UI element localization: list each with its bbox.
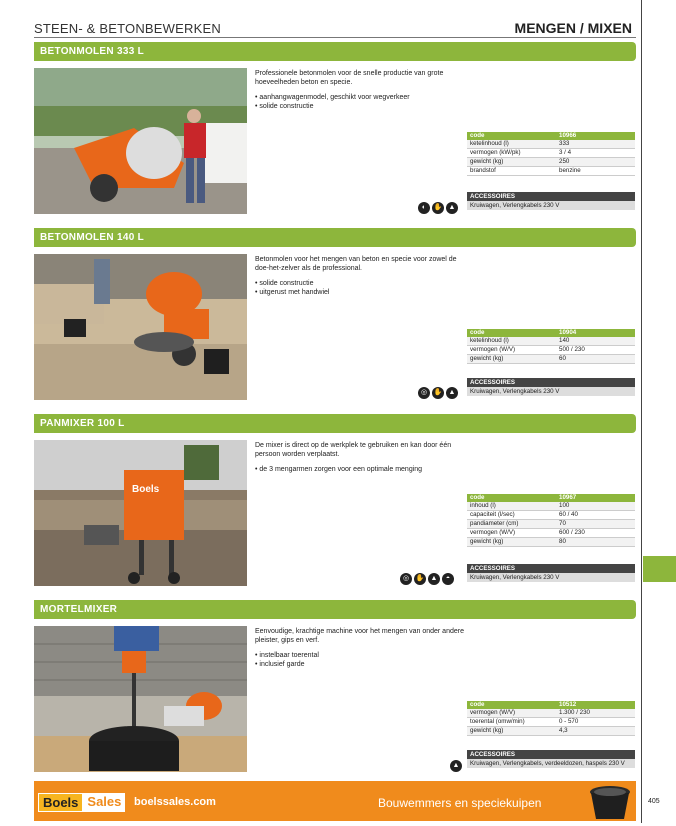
accessories-box bbox=[467, 378, 635, 396]
safety-shoe-icon: ▲ bbox=[446, 202, 458, 214]
spec-row bbox=[467, 167, 635, 176]
product-photo bbox=[34, 68, 247, 214]
spec-key: capaciteit (l/sec) bbox=[470, 511, 515, 518]
product-title-bar: MORTELMIXER bbox=[34, 600, 636, 619]
spec-value: 60 bbox=[559, 355, 566, 362]
spec-key: pandiameter (cm) bbox=[470, 520, 519, 527]
spec-header-row bbox=[467, 494, 635, 502]
product-title-bar: BETONMOLEN 140 L bbox=[34, 228, 636, 247]
spec-key: code bbox=[470, 329, 485, 336]
section-title: STEEN- & BETONBEWERKEN bbox=[34, 21, 221, 36]
spec-value: 3 / 4 bbox=[559, 149, 572, 156]
safety-icons bbox=[418, 202, 458, 214]
spec-header-row bbox=[467, 329, 635, 337]
page-edge-line bbox=[641, 0, 642, 823]
spec-key: toerental (omw/min) bbox=[470, 718, 525, 725]
spec-key: code bbox=[470, 132, 485, 139]
feature-item: • de 3 mengarmen zorgen voor een optimale menging bbox=[255, 465, 465, 474]
spec-value: 100 bbox=[559, 502, 570, 509]
spec-key: brandstof bbox=[470, 167, 496, 174]
spec-row bbox=[467, 502, 635, 511]
description-text: Betonmolen voor het mengen van beton en specie voor zowel de doe-het-zelver als de professional. bbox=[255, 256, 457, 272]
spec-key: vermogen (W/V) bbox=[470, 529, 516, 536]
description-text: Eenvoudige, krachtige machine voor het mengen van onder andere pleister, gips en verf. bbox=[255, 628, 464, 644]
svg-text:Boels: Boels bbox=[132, 484, 160, 495]
accessories-header: ACCESSOIRES bbox=[467, 564, 635, 573]
spec-row bbox=[467, 149, 635, 158]
spec-header-row bbox=[467, 701, 635, 709]
spec-value: 10967 bbox=[559, 494, 577, 501]
spec-row bbox=[467, 538, 635, 547]
product-photo bbox=[34, 440, 247, 586]
accessories-header: ACCESSOIRES bbox=[467, 192, 635, 201]
spec-value: 60 / 40 bbox=[559, 511, 578, 518]
feature-item: • aanhangwagenmodel, geschikt voor wegverkeer bbox=[255, 93, 465, 102]
accessories-text: Kruiwagen, Verlengkabels 230 V bbox=[467, 387, 635, 396]
spec-value: 10904 bbox=[559, 329, 577, 336]
brand-left: Boels bbox=[38, 793, 83, 812]
spec-value: 10512 bbox=[559, 701, 577, 708]
spec-value: 1.300 / 230 bbox=[559, 709, 590, 716]
spec-key: vermogen (W/V) bbox=[470, 346, 516, 353]
spec-value: 70 bbox=[559, 520, 566, 527]
feature-list bbox=[255, 465, 465, 474]
spec-table bbox=[467, 494, 635, 547]
feature-list bbox=[255, 279, 465, 297]
goggles-icon: ◎ bbox=[418, 387, 430, 399]
spec-key: gewicht (kg) bbox=[470, 538, 504, 545]
spec-header-row bbox=[467, 132, 635, 140]
ear-protection-icon: ◐ bbox=[418, 202, 430, 214]
product-photo bbox=[34, 254, 247, 400]
accessories-box bbox=[467, 192, 635, 210]
feature-item: • solide constructie bbox=[255, 279, 465, 288]
spec-value: 80 bbox=[559, 538, 566, 545]
spec-key: gewicht (kg) bbox=[470, 355, 504, 362]
spec-value: 333 bbox=[559, 140, 570, 147]
gloves-icon: ✋ bbox=[414, 573, 426, 585]
spec-key: inhoud (l) bbox=[470, 502, 496, 509]
spec-row bbox=[467, 140, 635, 149]
mask-icon: ◓ bbox=[442, 573, 454, 585]
spec-key: ketelinhoud (l) bbox=[470, 140, 509, 147]
spec-row bbox=[467, 158, 635, 167]
accessories-text: Kruiwagen, Verlengkabels 230 V bbox=[467, 573, 635, 582]
accessories-header: ACCESSOIRES bbox=[467, 378, 635, 387]
spec-value: 10966 bbox=[559, 132, 577, 139]
spec-key: gewicht (kg) bbox=[470, 158, 504, 165]
spec-key: vermogen (kW/pk) bbox=[470, 149, 521, 156]
spec-value: 500 / 230 bbox=[559, 346, 585, 353]
product-description bbox=[255, 441, 465, 474]
spec-table bbox=[467, 701, 635, 736]
spec-key: ketelinhoud (l) bbox=[470, 337, 509, 344]
safety-icons bbox=[450, 760, 462, 772]
thumb-index-tab bbox=[643, 556, 676, 582]
spec-row bbox=[467, 337, 635, 346]
description-text: Professionele betonmolen voor de snelle productie van grote hoeveelheden beton en specie. bbox=[255, 70, 444, 86]
product-description bbox=[255, 627, 465, 669]
feature-item: • inclusief garde bbox=[255, 660, 465, 669]
product-description bbox=[255, 255, 465, 297]
brand-logo bbox=[38, 793, 125, 812]
spec-value: benzine bbox=[559, 167, 581, 174]
spec-key: vermogen (W/V) bbox=[470, 709, 516, 716]
spec-value: 4,3 bbox=[559, 727, 568, 734]
page-number: 405 bbox=[648, 798, 660, 805]
accessories-text: Kruiwagen, Verlengkabels 230 V bbox=[467, 201, 635, 210]
feature-list bbox=[255, 651, 465, 669]
safety-icons bbox=[400, 573, 454, 585]
spec-row bbox=[467, 718, 635, 727]
spec-value: 0 - 570 bbox=[559, 718, 579, 725]
spec-key: gewicht (kg) bbox=[470, 727, 504, 734]
gloves-icon: ✋ bbox=[432, 202, 444, 214]
spec-value: 140 bbox=[559, 337, 570, 344]
spec-value: 250 bbox=[559, 158, 570, 165]
spec-key: code bbox=[470, 701, 485, 708]
spec-table bbox=[467, 132, 635, 176]
safety-shoe-icon: ▲ bbox=[428, 573, 440, 585]
gloves-icon: ✋ bbox=[432, 387, 444, 399]
brand-right: Sales bbox=[83, 793, 125, 812]
category-title: MENGEN / MIXEN bbox=[514, 20, 632, 36]
accessories-box bbox=[467, 564, 635, 582]
spec-row bbox=[467, 727, 635, 736]
feature-item: • solide constructie bbox=[255, 102, 465, 111]
feature-list bbox=[255, 93, 465, 111]
product-title-bar: PANMIXER 100 L bbox=[34, 414, 636, 433]
spec-row bbox=[467, 346, 635, 355]
goggles-icon: ◎ bbox=[400, 573, 412, 585]
product-photo bbox=[34, 626, 247, 772]
header-rule bbox=[34, 37, 636, 38]
spec-value: 600 / 230 bbox=[559, 529, 585, 536]
description-text: De mixer is direct op de werkplek te gebruiken en kan door één persoon worden verplaatst. bbox=[255, 442, 452, 458]
accessories-text: Kruiwagen, Verlengkabels, verdeeldozen, haspels 230 V bbox=[467, 759, 635, 768]
website-link[interactable]: boelssales.com bbox=[134, 796, 216, 808]
spec-row bbox=[467, 709, 635, 718]
spec-row bbox=[467, 355, 635, 364]
bucket-image bbox=[586, 783, 634, 826]
footer-category: Bouwemmers en speciekuipen bbox=[378, 796, 542, 810]
safety-shoe-icon: ▲ bbox=[450, 760, 462, 772]
safety-icons bbox=[418, 387, 458, 399]
product-title-bar: BETONMOLEN 333 L bbox=[34, 42, 636, 61]
product-description bbox=[255, 69, 465, 111]
feature-item: • instelbaar toerental bbox=[255, 651, 465, 660]
spec-row bbox=[467, 529, 635, 538]
accessories-header: ACCESSOIRES bbox=[467, 750, 635, 759]
spec-row bbox=[467, 520, 635, 529]
accessories-box bbox=[467, 750, 635, 768]
feature-item: • uitgerust met handwiel bbox=[255, 288, 465, 297]
safety-shoe-icon: ▲ bbox=[446, 387, 458, 399]
spec-row bbox=[467, 511, 635, 520]
spec-key: code bbox=[470, 494, 485, 501]
spec-table bbox=[467, 329, 635, 364]
